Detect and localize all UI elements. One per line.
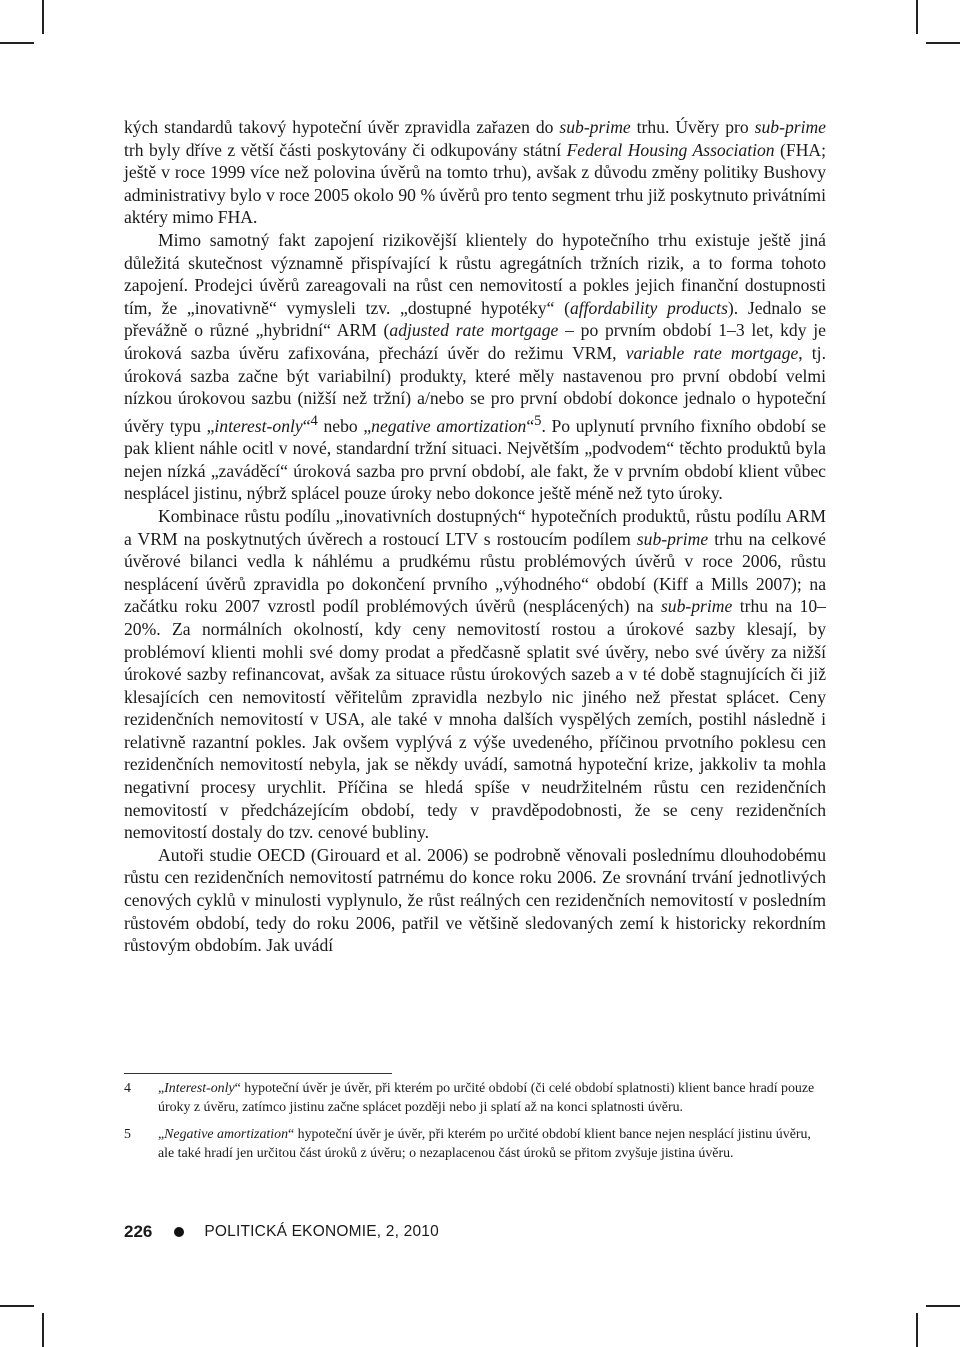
paragraph	[124, 505, 826, 844]
footnote-divider	[124, 1073, 392, 1074]
text-run: Autoři studie OECD (Girouard et al. 2006) se podrobně věnovali poslednímu dlouhodobému růstu cen rezidenčních nemovitostí patrnému do konce roku 2006. Ze srovnání trvání jednotlivých cenových cyklů v minulosti vyplynulo, že růst reálných cen rezidenčních nemovitostí v posledním růstovém období, tedy do roku 2006, patřil ve většině sledovaných zemí k historicky rekordním růstovým obdobím. Jak uvádí	[124, 844, 826, 956]
text-run: trh byly dříve z větší části poskytovány či odkupovány státní	[124, 139, 567, 160]
footnote	[124, 1080, 826, 1117]
italic-term: sub-prime	[660, 596, 733, 617]
text-run: . Po uplynutí prvního fixního období se pak klient náhle ocitl v nové, standardní tržní situaci. Největším „podvodem“ těchto produktů byla nejen nízká „zaváděcí“ úroková sazba pro první období, ale fakt, že v prvním období klient vůbec nesplácel jistinu, nýbrž splácel pouze úroky nebo dokonce ještě méně než tyto úroky.	[124, 415, 826, 504]
italic-term: sub-prime	[559, 117, 631, 137]
body-text	[124, 116, 826, 957]
text-run: “	[526, 415, 535, 436]
footnote-ref[interactable]: 4	[310, 412, 318, 429]
italic-term: interest-only	[214, 415, 303, 436]
footnote-number: 4	[124, 1081, 131, 1096]
italic-term: Negative amortization	[164, 1127, 289, 1143]
text-run: „	[158, 1081, 165, 1096]
footnote-number: 5	[124, 1127, 131, 1143]
text-run: – po prvním období 1–3 let, kdy je úroková sazba úvěru zafixována, přechází úvěr do režimu VRM,	[124, 320, 826, 363]
text-run: trhu. Úvěry pro	[630, 117, 755, 137]
text-run: trhu na celkové úvěrové bilanci vedla k náhlému a prudkému růstu problémových úvěrů v roce 2006, růstu nesplácení úvěrů zpravidla po dokončení prvního „výhodného“ období (Kiff a Mills 2007); na začátku roku 2007 vzrostl podíl problémových úvěrů (nesplácených) na	[124, 528, 826, 617]
paragraph	[124, 229, 826, 505]
crop-mark	[0, 1305, 34, 1307]
footnote-text: “ hypoteční úvěr je úvěr, při kterém po určité období klient bance nejen nesplácí jistinu úvěru, ale také hradí jen určitou část úroků z úvěru; o nezaplacenou část úroků se přitom zvyšuje jistina úvěru.	[158, 1127, 811, 1161]
crop-mark	[42, 1313, 44, 1347]
crop-mark	[926, 42, 960, 44]
italic-term: sub-prime	[754, 117, 826, 137]
text-run: Mimo samotný fakt zapojení rizikovější klientely do hypotečního trhu existuje ještě jiná důležitá skutečnost významně přispívající k růstu agregátních tržních rizik, a to forma tohoto zapojení. Prodejci úvěrů zareagovali na růst cen nemovitostí a pokles jejich finanční dostupnosti tím, že „inovativně“ vymysleli tzv. „dostupné hypotéky“ (	[124, 229, 826, 318]
text-run: Kombinace růstu podílu „inovativních dostupných“ hypotečních produktů, růstu podílu ARM a VRM na poskytnutých úvěrech a rostoucí LTV s rostoucím podílem	[124, 505, 826, 549]
italic-term: Interest-only	[164, 1081, 235, 1096]
page-footer	[124, 1222, 439, 1242]
text-run: kých standardů takový hypoteční úvěr zpravidla zařazen do	[124, 117, 560, 137]
italic-term: Federal Housing Association	[566, 139, 775, 160]
text-run: ). Jednalo se převážně o různé „hybridní“ ARM (	[124, 297, 826, 341]
footnote-ref[interactable]: 5	[534, 412, 542, 429]
crop-mark	[0, 42, 34, 44]
text-run: , tj. úroková sazba začne být variabilní) produkty, které měly nastavenou pro první období velmi nízkou úrokovou sazbu (nižší než tržní) a/nebo se pro první období dokonce jednalo o hypoteční úvěry typu „	[124, 342, 826, 436]
bullet-icon	[174, 1227, 184, 1237]
text-run: „	[158, 1127, 165, 1143]
italic-term: sub-prime	[636, 528, 709, 549]
crop-mark	[916, 1313, 918, 1347]
crop-mark	[926, 1305, 960, 1307]
paragraph	[124, 844, 826, 957]
italic-term: variable rate mortgage	[625, 342, 799, 363]
italic-term: affordability products	[569, 297, 728, 318]
text-run: “	[302, 415, 311, 436]
crop-mark	[916, 0, 918, 34]
text-run: trhu na 10–20%. Za normálních okolností, kdy ceny nemovitostí rostou a úrokové sazby klesají, by problémoví klienti mohli své domy prodat a předčasně splatit své úvěry, nebo své úvěry za nižší úrokové sazby refinancovat, avšak za situace růstu úrokových sazeb a v té době stagnujících či již klesajících cen nemovitostí věřitelům zpravidla nezbylo nic jiného než přestat splácet. Ceny rezidenčních nemovitostí v USA, ale také v mnoha dalších vyspělých zemích, postihl následně i relativně razantní pokles. Jak ovšem vyplývá z výše uvedeného, příčinou prvotního poklesu cen rezidenčních nemovitostí nebyla, jak se někdy uvádí, samotná hypoteční krize, jakkoliv ta mohla negativní procesy urychlit. Příčina se hledá spíše v neudržitelném růstu cen rezidenčních nemovitostí v předcházejícím období, tedy v pravděpodobnosti, že se ceny rezidenčních nemovitostí dostaly do tzv. cenové bubliny.	[124, 596, 826, 843]
crop-mark	[42, 0, 44, 34]
page-number: 226	[124, 1222, 153, 1241]
italic-term: adjusted rate mortgage	[389, 320, 559, 341]
italic-term: negative amortization	[371, 415, 527, 436]
text-run: (FHA; ještě v roce 1999 více než polovina úvěrů na tomto trhu), avšak z důvodu změny politiky Bushovy administrativy bylo v roce 2005 okolo 90 % úvěrů pro tento segment trhu již poskytnuto privátními aktéry mimo FHA.	[124, 139, 826, 228]
journal-name: POLITICKÁ EKONOMIE, 2, 2010	[204, 1223, 439, 1240]
paragraph	[124, 116, 826, 229]
footnote	[124, 1126, 826, 1163]
footnotes	[124, 1080, 826, 1172]
text-run: nebo „	[317, 415, 372, 436]
footnote-text: “ hypoteční úvěr je úvěr, při kterém po určité období (či celé období splatnosti) klient bance hradí pouze úroky z úvěru, zatímco jistinu začne splácet později nebo ji splatí až na konci splatnosti úvěru.	[158, 1081, 815, 1115]
